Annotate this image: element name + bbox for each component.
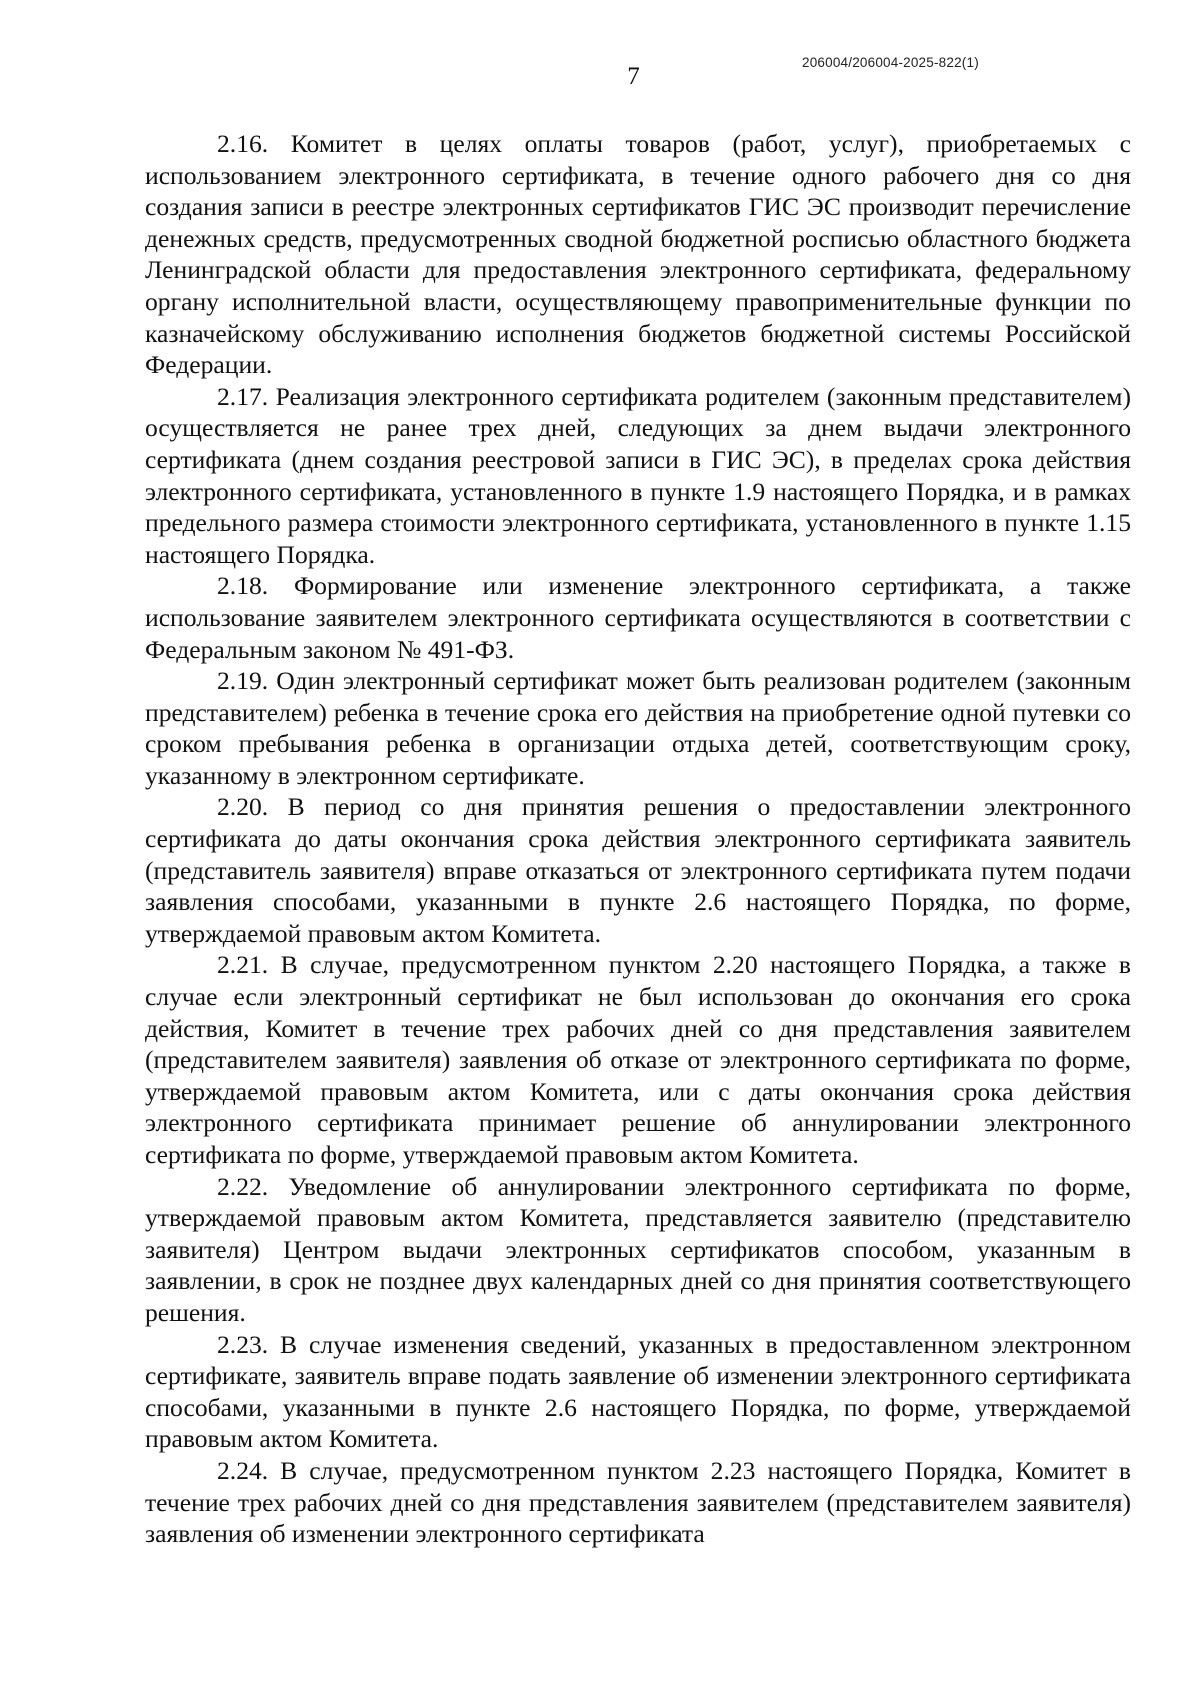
paragraph-2-23: 2.23. В случае изменения сведений, указанных в предоставленном электронном сертификате, заявитель вправе подать заявление об изменении электронного сертификата способами, указанными в пункте 2.6 настоящего Порядка, по форме, утверждаемой правовым актом Комитета. (145, 1329, 1131, 1454)
paragraph-2-24: 2.24. В случае, предусмотренном пунктом 2.23 настоящего Порядка, Комитет в течение трех рабочих дней со дня представления заявителем (представителем заявителя) заявления об изменении электронного сертификата (145, 1455, 1131, 1549)
paragraph-2-22: 2.22. Уведомление об аннулировании электронного сертификата по форме, утверждаемой правовым актом Комитета, представляется заявителю (представителю заявителя) Центром выдачи электронных сертификатов способом, указанным в заявлении, в срок не позднее двух календарных дней со дня принятия соответствующего решения. (145, 1171, 1131, 1327)
paragraph-2-18: 2.18. Формирование или изменение электронного сертификата, а также использование заявителем электронного сертификата осуществляются в соответствии с Федеральным законом № 491-ФЗ. (145, 571, 1131, 664)
paragraph-2-20: 2.20. В период со дня принятия решения о предоставлении электронного сертификата до даты окончания срока действия электронного сертификата заявитель (представитель заявителя) вправе отказаться от электронного сертификата путем подачи заявления способами, указанными в пункте 2.6 настоящего Порядка, по форме, утверждаемой правовым актом Комитета. (145, 792, 1131, 948)
document-body (145, 128, 1131, 1550)
paragraph-2-16: 2.16. Комитет в целях оплаты товаров (работ, услуг), приобретаемых с использованием электронного сертификата, в течение одного рабочего дня со дня создания записи в реестре электронных сертификатов ГИС ЭС производит перечисление денежных средств, предусмотренных сводной бюджетной росписью областного бюджета Ленинградской области для предоставления электронного сертификата, федеральному органу исполнительной власти, осуществляющему правоприменительные функции по казначейскому обслуживанию исполнения бюджетов бюджетной системы Российской Федерации. (145, 129, 1131, 380)
paragraph-2-21: 2.21. В случае, предусмотренном пунктом 2.20 настоящего Порядка, а также в случае если электронный сертификат не был использован до окончания его срока действия, Комитет в течение трех рабочих дней со дня представления заявителем (представителем заявителя) заявления об отказе от электронного сертификата по форме, утверждаемой правовым актом Комитета, или с даты окончания срока действия электронного сертификата принимает решение об аннулировании электронного сертификата по форме, утверждаемой правовым актом Комитета. (145, 950, 1131, 1169)
page-number: 7 (627, 63, 640, 90)
paragraph-2-17: 2.17. Реализация электронного сертификата родителем (законным представителем) осуществляется не ранее трех дней, следующих за днем выдачи электронного сертификата (днем создания реестровой записи в ГИС ЭС), в пределах срока действия электронного сертификата, установленного в пункте 1.9 настоящего Порядка, и в рамках предельного размера стоимости электронного сертификата, установленного в пункте 1.15 настоящего Порядка. (145, 381, 1131, 569)
document-id: 206004/206004-2025-822(1) (802, 55, 979, 70)
paragraph-2-19: 2.19. Один электронный сертификат может быть реализован родителем (законным представителем) ребенка в течение срока его действия на приобретение одной путевки со сроком пребывания ребенка в организации отдыха детей, соответствующим сроку, указанному в электронном сертификате. (145, 666, 1131, 790)
